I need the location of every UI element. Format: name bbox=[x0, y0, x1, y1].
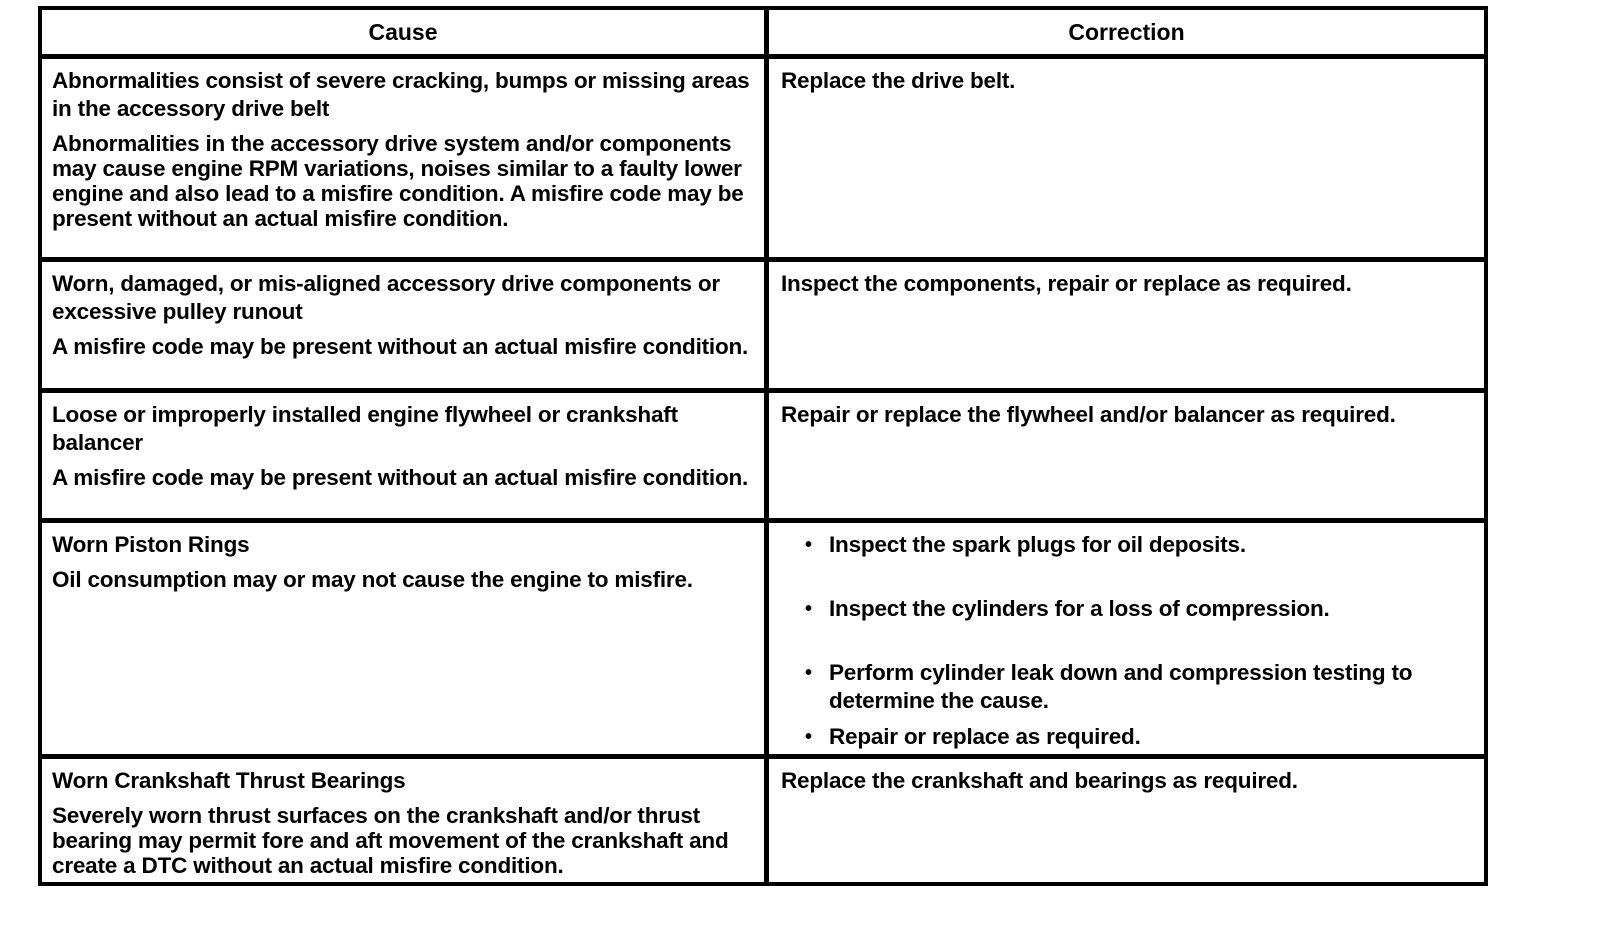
correction-cell bbox=[769, 59, 1484, 257]
cause-note: Oil consumption may or may not cause the engine to misfire. bbox=[52, 567, 693, 592]
cause-cell bbox=[42, 759, 769, 882]
list-item bbox=[805, 531, 1474, 559]
table-row bbox=[42, 759, 1484, 882]
correction-text: Replace the crankshaft and bearings as required. bbox=[781, 768, 1298, 793]
cause-title: Abnormalities consist of severe cracking, bumps or missing areas in the accessory drive belt bbox=[52, 68, 750, 121]
cause-cell bbox=[42, 59, 769, 257]
header-cause: Cause bbox=[42, 10, 769, 54]
correction-cell bbox=[769, 759, 1484, 882]
diagnostic-table bbox=[38, 6, 1488, 886]
list-item bbox=[805, 723, 1474, 751]
cause-cell bbox=[42, 262, 769, 388]
bullet-icon: • bbox=[805, 598, 812, 620]
correction-bullet-list bbox=[781, 531, 1474, 751]
header-correction: Correction bbox=[1068, 18, 1185, 45]
cause-cell bbox=[42, 393, 769, 518]
cause-title: Worn Piston Rings bbox=[52, 532, 250, 557]
correction-cell bbox=[769, 393, 1484, 518]
correction-text: Replace the drive belt. bbox=[781, 68, 1016, 93]
cause-note: Abnormalities in the accessory drive system and/or components may cause engine RPM variations, noises similar to a faulty lower engine and also lead to a misfire condition. A misfire code may be present without an actual misfire condition. bbox=[52, 131, 744, 231]
bullet-icon: • bbox=[805, 726, 812, 748]
cause-title: Worn Crankshaft Thrust Bearings bbox=[52, 768, 406, 793]
bullet-text: Repair or replace as required. bbox=[829, 724, 1141, 749]
correction-text: Repair or replace the flywheel and/or balancer as required. bbox=[781, 402, 1396, 427]
cause-note: A misfire code may be present without an actual misfire condition. bbox=[52, 334, 749, 359]
list-item bbox=[805, 659, 1474, 715]
bullet-icon: • bbox=[805, 534, 812, 556]
bullet-text: Inspect the cylinders for a loss of compression. bbox=[829, 596, 1330, 621]
table-row bbox=[42, 59, 1484, 262]
correction-cell bbox=[769, 262, 1484, 388]
bullet-text: Inspect the spark plugs for oil deposits. bbox=[829, 532, 1246, 557]
cause-title: Loose or improperly installed engine flywheel or crankshaft balancer bbox=[52, 402, 678, 455]
bullet-text: Perform cylinder leak down and compression testing to determine the cause. bbox=[829, 660, 1413, 713]
bullet-icon: • bbox=[805, 662, 812, 684]
cause-note: A misfire code may be present without an actual misfire condition. bbox=[52, 465, 749, 490]
table-header bbox=[42, 10, 1484, 59]
list-item bbox=[805, 595, 1474, 623]
table-row bbox=[42, 393, 1484, 523]
cause-note: Severely worn thrust surfaces on the crankshaft and/or thrust bearing may permit fore and aft movement of the crankshaft and create a DTC without an actual misfire condition. bbox=[52, 803, 729, 878]
table-row bbox=[42, 262, 1484, 393]
table-row bbox=[42, 523, 1484, 759]
cause-title: Worn, damaged, or mis-aligned accessory drive components or excessive pulley runout bbox=[52, 271, 720, 324]
correction-text: Inspect the components, repair or replace as required. bbox=[781, 271, 1352, 296]
correction-cell bbox=[769, 523, 1484, 754]
cause-cell bbox=[42, 523, 769, 754]
